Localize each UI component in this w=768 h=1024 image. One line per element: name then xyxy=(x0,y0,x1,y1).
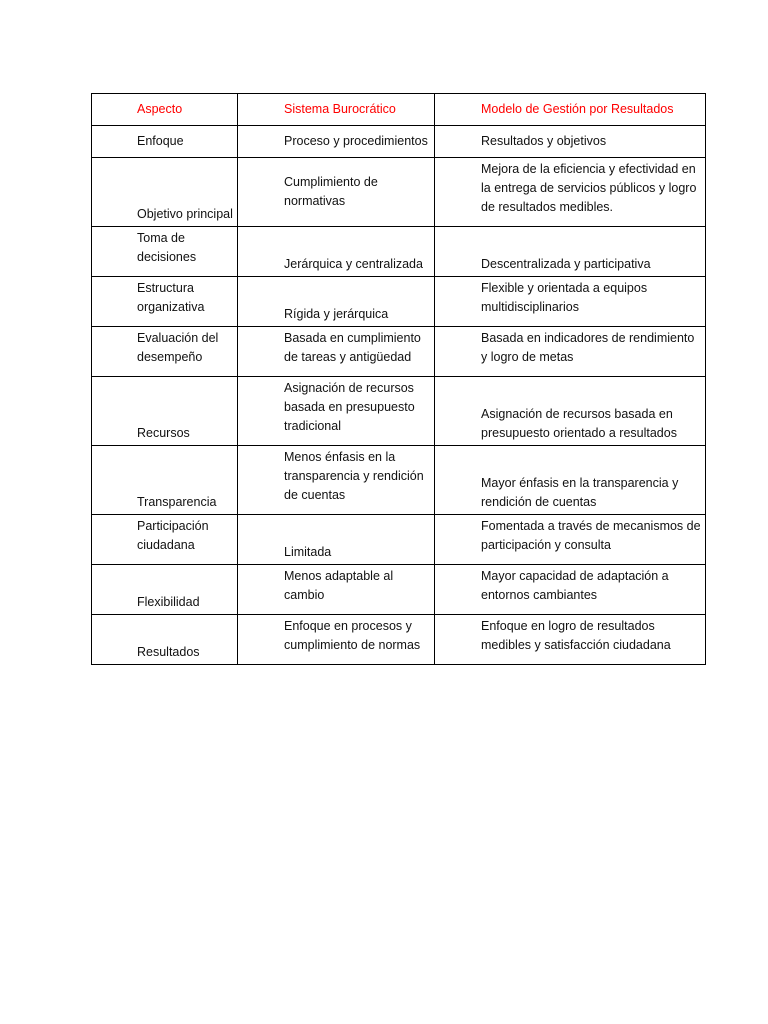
row-aspect-cell: Enfoque xyxy=(92,126,238,158)
row-burocratico-cell: Rígida y jerárquica xyxy=(238,277,435,327)
row-burocratico-cell: Menos énfasis en la transparencia y rendición de cuentas xyxy=(238,446,435,515)
row-gestion-cell: Mejora de la eficiencia y efectividad en la entrega de servicios públicos y logro de resultados medibles. xyxy=(435,158,706,227)
row-burocratico-cell: Asignación de recursos basada en presupuesto tradicional xyxy=(238,377,435,446)
row-burocratico-cell: Cumplimiento de normativas xyxy=(238,158,435,227)
row-aspect-cell: Flexibilidad xyxy=(92,565,238,615)
row-burocratico-cell: Basada en cumplimiento de tareas y antigüedad xyxy=(238,327,435,377)
row-aspect-cell: Toma de decisiones xyxy=(92,227,238,277)
table-row xyxy=(92,277,706,327)
row-aspect-cell: Participación ciudadana xyxy=(92,515,238,565)
row-gestion-cell: Fomentada a través de mecanismos de participación y consulta xyxy=(435,515,706,565)
table-row xyxy=(92,227,706,277)
row-gestion-cell: Resultados y objetivos xyxy=(435,126,706,158)
header-modelo-gestion: Modelo de Gestión por Resultados xyxy=(435,94,706,126)
row-burocratico-cell: Enfoque en procesos y cumplimiento de normas xyxy=(238,615,435,665)
row-aspect-cell: Objetivo principal xyxy=(92,158,238,227)
table-row xyxy=(92,327,706,377)
table-row xyxy=(92,126,706,158)
table-row xyxy=(92,158,706,227)
row-gestion-cell: Mayor capacidad de adaptación a entornos cambiantes xyxy=(435,565,706,615)
row-burocratico-cell: Menos adaptable al cambio xyxy=(238,565,435,615)
row-gestion-cell: Asignación de recursos basada en presupuesto orientado a resultados xyxy=(435,377,706,446)
table-row xyxy=(92,615,706,665)
table-row xyxy=(92,377,706,446)
row-gestion-cell: Descentralizada y participativa xyxy=(435,227,706,277)
header-sistema-burocratico: Sistema Burocrático xyxy=(238,94,435,126)
row-gestion-cell: Enfoque en logro de resultados medibles y satisfacción ciudadana xyxy=(435,615,706,665)
row-gestion-cell: Flexible y orientada a equipos multidisciplinarios xyxy=(435,277,706,327)
row-burocratico-cell: Proceso y procedimientos xyxy=(238,126,435,158)
row-aspect-cell: Evaluación del desempeño xyxy=(92,327,238,377)
row-gestion-cell: Mayor énfasis en la transparencia y rendición de cuentas xyxy=(435,446,706,515)
table-header-row xyxy=(92,94,706,126)
header-aspecto: Aspecto xyxy=(92,94,238,126)
comparison-table xyxy=(91,93,706,665)
row-burocratico-cell: Jerárquica y centralizada xyxy=(238,227,435,277)
row-aspect-cell: Estructura organizativa xyxy=(92,277,238,327)
table-row xyxy=(92,515,706,565)
row-aspect-cell: Resultados xyxy=(92,615,238,665)
row-aspect-cell: Recursos xyxy=(92,377,238,446)
table-row xyxy=(92,565,706,615)
row-burocratico-cell: Limitada xyxy=(238,515,435,565)
table-row xyxy=(92,446,706,515)
row-gestion-cell: Basada en indicadores de rendimiento y logro de metas xyxy=(435,327,706,377)
row-aspect-cell: Transparencia xyxy=(92,446,238,515)
